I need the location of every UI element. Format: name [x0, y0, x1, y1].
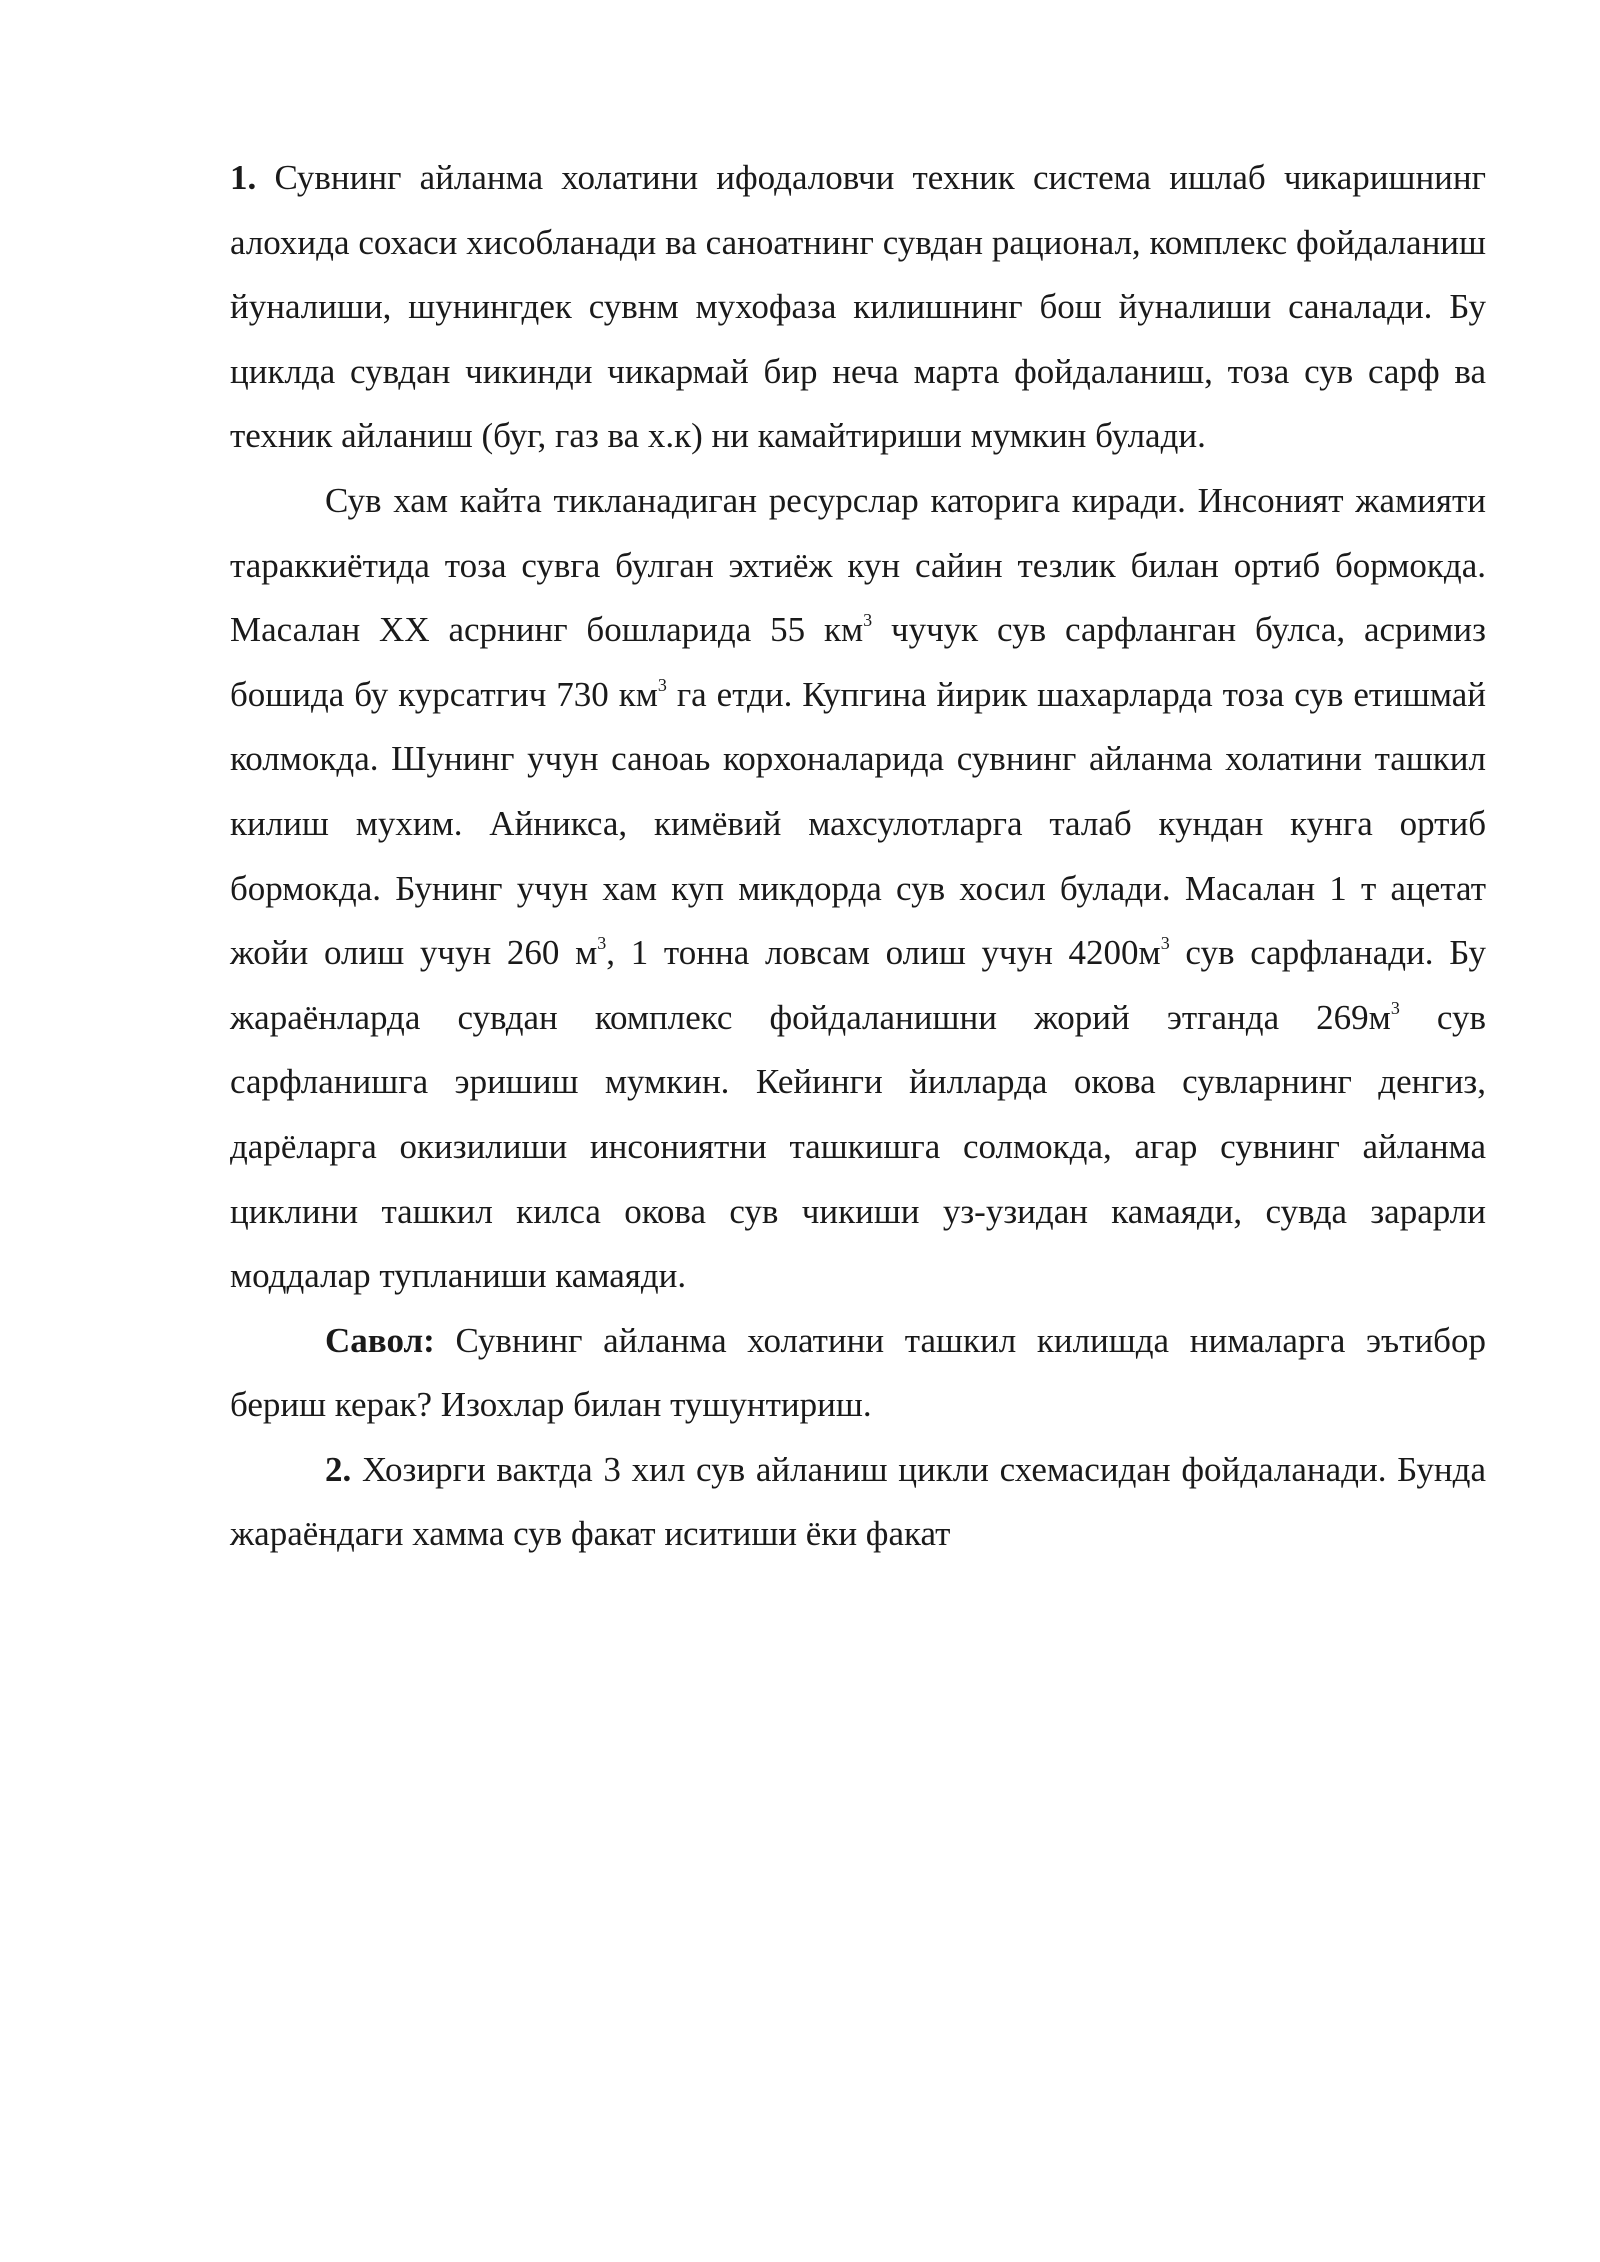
question-paragraph [230, 1309, 1486, 1438]
superscript-cubed: 3 [657, 674, 667, 695]
paragraph-2-text-e: сув сарфланади. Бу жараёнларда сувдан комплекс фойдаланишни жорий этганда 269м [230, 933, 1486, 1037]
document-page [230, 146, 1486, 1567]
question-label: Савол: [325, 1320, 435, 1360]
paragraph-2-text-d: , 1 тонна ловсам олиш учун 4200м [606, 933, 1161, 973]
paragraph-4-text: Хозирги вактда 3 хил сув айланиш цикли схемасидан фойдаланади. Бунда жараёндаги хамма сув факат иситиши ёки факат [230, 1449, 1486, 1554]
superscript-cubed: 3 [1160, 933, 1170, 954]
question-text: Сувнинг айланма холатини ташкил килишда нималарга эътибор бериш керак? Изохлар билан тушунтириш. [230, 1320, 1486, 1425]
item-number-2: 2. [325, 1449, 352, 1489]
paragraph-4 [230, 1438, 1486, 1567]
paragraph-2-text-f: сув сарфланишга эришиш мумкин. Кейинги йилларда окова сувларнинг денгиз, дарёларга окизилиши инсониятни ташкишга солмокда, агар сувнинг айланма циклини ташкил килса окова сув чикиши уз-узидан камаяди, сувда зарарли моддалар тупланиши камаяди. [230, 997, 1486, 1296]
paragraph-2 [230, 469, 1486, 1309]
paragraph-1 [230, 146, 1486, 469]
superscript-cubed: 3 [597, 933, 607, 954]
item-number-1: 1. [230, 158, 257, 197]
superscript-cubed: 3 [1390, 997, 1400, 1018]
paragraph-2-text-a: Сув хам кайта тикланадиган ресурслар каторига киради. Инсоният жамияти тараккиётида тоза сувга булган эхтиёж кун сайин тезлик билан ортиб бормокда. Масалан XX асрнинг бошларида 55 км [230, 480, 1486, 650]
superscript-cubed: 3 [863, 610, 873, 631]
paragraph-2-text-b: чучук сув сарфланган булса, асримиз бошида бу курсатгич 730 км [230, 610, 1486, 714]
paragraph-2-text-c: га етди. Купгина йирик шахарларда тоза сув етишмай колмокда. Шунинг учун саноаь корхоналарида сувнинг айланма холатини ташкил килиш мухим. Айникса, кимёвий махсулотларга талаб кундан кунга ортиб бормокда. Бунинг учун хам куп микдорда сув хосил булади. Масалан 1 т ацетат жойи олиш учун 260 м [230, 674, 1487, 973]
paragraph-1-text: Сувнинг айланма холатини ифодаловчи техник система ишлаб чикаришнинг алохида сохаси хисобланади ва саноатнинг сувдан рационал, комплекс фойдаланиш йуналиши, шунингдек сувнм мухофаза килишнинг бош йуналиши саналади. Бу циклда сувдан чикинди чикармай бир неча марта фойдаланиш, тоза сув сарф ва техник айланиш (буг, газ ва х.к) ни камайтириши мумкин булади. [230, 158, 1486, 456]
